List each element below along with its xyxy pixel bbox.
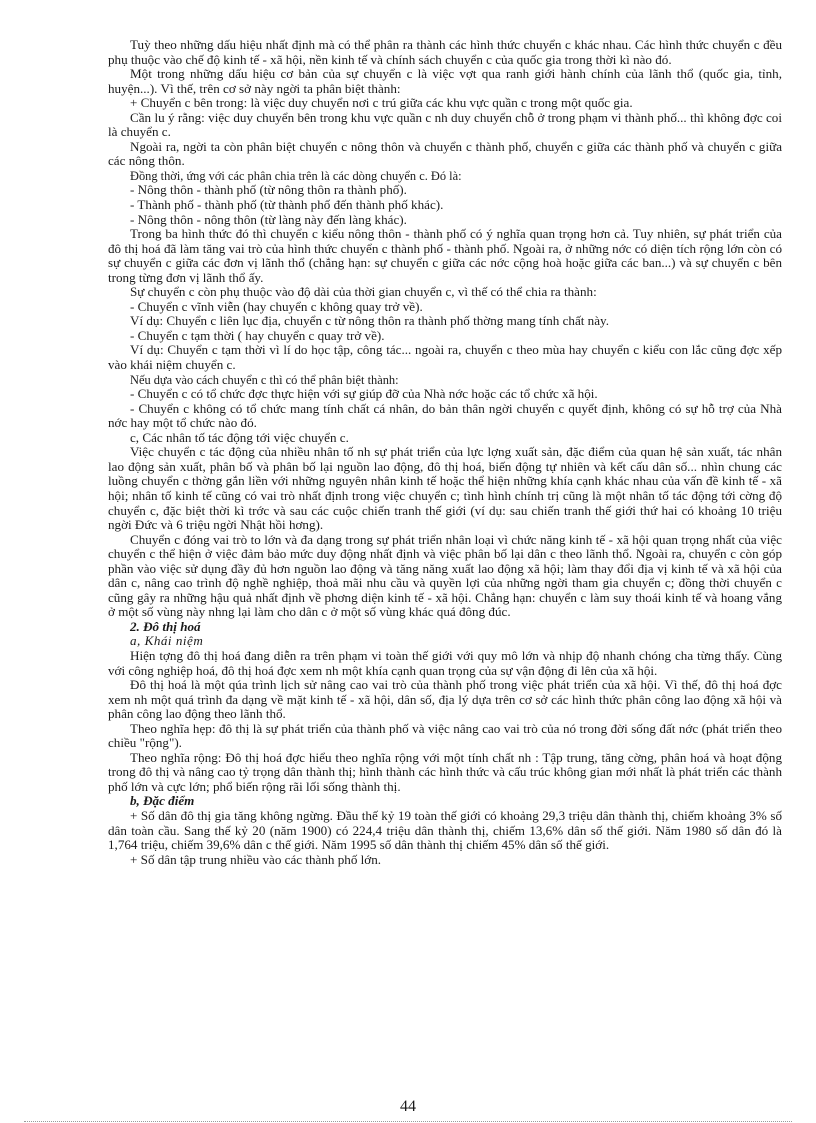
subsection-heading: b, Đặc điểm	[130, 793, 195, 809]
paragraph: Cần lu ý rằng: việc duy chuyển bên trong khu vực quần c nh duy chuyển chỗ ở trong phạm vi thành phố... thì không đợc coi là chuyển c.	[108, 109, 782, 140]
paragraph: - Chuyển c vĩnh viễn (hay chuyển c không quay trở về).	[130, 298, 423, 314]
paragraph: Trong ba hình thức đó thì chuyển c kiểu nông thôn - thành phố có ý nghĩa quan trọng hơn cả. Tuy nhiên, sự phát triển của đô thị hoá đã làm tăng vai trò của hình thức chuyển c thành phố - thành phố. Ngoài ra, ở những nớc có diện tích rộng lớn còn có sự chuyển c giữa các đơn vị lãnh thổ (chẳng hạn: sự chuyển c giữa các nớc cộng hoà hoặc giữa các ban...) và sự chuyển c bên trong từng đơn vị lãnh thổ ấy.	[108, 226, 782, 285]
paragraph: Ví dụ: Chuyển c tạm thời vì lí do học tập, công tác... ngoài ra, chuyển c theo mùa hay chuyển c kiểu con lắc cũng đợc xếp vào khái niệm chuyển c.	[108, 342, 782, 373]
paragraph: + Số dân tập trung nhiều vào các thành phố lớn.	[130, 851, 382, 867]
paragraph: Chuyển c đóng vai trò to lớn và đa dạng trong sự phát triển nhân loại vì chức năng kinh tế - xã hội quan trọng nhất của việc chuyển c thể hiện ở việc đảm bảo mức duy động nhất định và việc phân bố lại dân c theo lãnh thổ. Ngoài ra, chuyển c còn góp phần vào việc sử dụng đầy đủ hơn nguồn lao động và tăng năng xuất lao động xã hội; làm thay đổi địa vị kinh tế và xã hội của dân c, nâng cao trình độ nghề nghiệp, thoả mãi nhu cầu và quyền lợi của những ngời tham gia chuyển c; đồng thời chuyển c cũng gây ra những hậu quả nhất định về phơng diện kinh tế - xã hội. Chẳng hạn: chuyển c làm suy thoái kinh tế và hoang vắng ở một số vùng này nhng lại làm cho dân c ở một số vùng khác quá đông đúc.	[108, 531, 782, 620]
paragraph: Theo nghĩa hẹp: đô thị là sự phát triển của thành phố và việc nâng cao vai trò của nó trong đời sống đất nớc (phát triển theo chiều "rộng").	[108, 720, 782, 751]
paragraph: Đô thị hoá là một qúa trình lịch sử nâng cao vai trò của thành phố trong việc phát triển của xã hội. Vì thế, đô thị hoá đợc xem nh một quá trình đa dạng về mặt kinh tế - xã hội, dân số, địa lý dựa trên cơ sở các hình thức phân công lao động xã hội và phân công lao động theo lãnh thổ.	[108, 677, 782, 722]
paragraph: - Chuyển c không có tổ chức mang tính chất cá nhân, do bản thân ngời chuyển c quyết định, không có sự hỗ trợ của Nhà nớc hay một tổ chức nào đó.	[108, 400, 782, 431]
footer-dotted-rule	[24, 1121, 792, 1122]
paragraph: Tuỳ theo những dấu hiệu nhất định mà có thể phân ra thành các hình thức chuyển c khác nhau. Các hình thức chuyển c đều phụ thuộc vào chế độ kinh tế - xã hội, nền kinh tế và chính sách chuyển c của quốc gia trong thời kì nào đó.	[108, 37, 782, 67]
paragraph: - Chuyển c tạm thời ( hay chuyển c quay trở về).	[130, 327, 385, 343]
paragraph: Một trong những dấu hiệu cơ bản của sự chuyển c là việc vợt qua ranh giới hành chính của lãnh thổ (quốc gia, tỉnh, huyện...). Vì thế, trên cơ sở này ngời ta phân biệt thành:	[108, 66, 782, 96]
paragraph: Ngoài ra, ngời ta còn phân biệt chuyển c nông thôn và chuyển c thành phố, chuyển c giữa các thành phố và chuyển c giữa các nông thôn.	[108, 138, 782, 169]
page-body	[108, 38, 782, 867]
paragraph: - Nông thôn - thành phố (từ nông thôn ra thành phố).	[130, 182, 407, 198]
page-number: 44	[400, 1098, 416, 1115]
paragraph: - Chuyển c có tổ chức đợc thực hiện với sự giúp đỡ của Nhà nớc hoặc các tổ chức xã hội.	[130, 386, 598, 402]
section-heading: 2. Đô thị hoá	[130, 618, 201, 634]
paragraph: - Thành phố - thành phố (từ thành phố đến thành phố khác).	[130, 197, 444, 213]
paragraph: Đồng thời, ứng với các phân chia trên là các dòng chuyển c. Đó là:	[130, 168, 462, 183]
paragraph: Nếu dựa vào cách chuyển c thì có thể phân biệt thành:	[130, 372, 399, 387]
paragraph: Ví dụ: Chuyển c liên lục địa, chuyển c từ nông thôn ra thành phố thờng mang tính chất này.	[130, 313, 609, 329]
paragraph: Sự chuyển c còn phụ thuộc vào độ dài của thời gian chuyển c, vì thế có thể chia ra thành:	[130, 284, 597, 300]
paragraph: + Chuyển c bên trong: là việc duy chuyển nơi c trú giữa các khu vực quần c trong một quốc gia.	[130, 95, 633, 111]
paragraph: c, Các nhân tố tác động tới việc chuyển c.	[130, 429, 349, 445]
paragraph: Theo nghĩa rộng: Đô thị hoá đợc hiểu theo nghĩa rộng với một tính chất nh : Tập trung, tăng cờng, phân hoá và hoạt động trong đô thị và nâng cao tỷ trọng dân thành thị; hình thành các hình thức và cấu trúc không gian mới nhất là phát triển các thành phố lớn và cực lớn; phổ biến rộng rãi lối sống thành thị.	[108, 749, 782, 794]
paragraph: Hiện tợng đô thị hoá đang diễn ra trên phạm vi toàn thế giới với quy mô lớn và nhịp độ nhanh chóng cha từng thấy. Cùng với công nghiệp hoá, đô thị hoá đợc xem nh một khía cạnh quan trọng của sự vận động đi lên của xã hội.	[108, 647, 782, 678]
paragraph: - Nông thôn - nông thôn (từ làng này đến làng khác).	[130, 211, 407, 227]
subsection-heading: a, Khái niệm	[130, 633, 204, 649]
paragraph: + Số dân đô thị gia tăng không ngừng. Đầu thế kỷ 19 toàn thế giới có khoảng 29,3 triệu dân thành thị, chiếm khoảng 3% số dân toàn cầu. Sang thế kỷ 20 (năm 1900) có 224,4 triệu dân thành thị, chiếm 13,6% dân số thế giới. Năm 1980 số dân đó là 1,764 triệu, chiếm 39,6% dân c thế giới. Năm 1995 số dân thành thị chiếm 45% dân số thế giới.	[108, 807, 782, 853]
paragraph: Việc chuyển c tác động của nhiều nhân tố nh sự phát triển của lực lợng xuất sản, đặc điểm của quan hệ sản xuất, tác nhân lao động sản xuất, phân bố và phân bố lại nguồn lao động, đô thị hoá, biến động tự nhiên và kết cấu dân số... nhìn chung các luồng chuyển c thờng gắn liền với những nguyên nhân kinh tế hoặc thể hiện những khía cạnh khác nhau của vấn đề kinh tế - xã hội; nhân tố kinh tế cũng có vai trò nhất định trong việc chuyển c; tình hình chính trị cũng là một nhân tố tác động tới cờng độ chuyển c, đặc biệt thời kì trớc và sau các cuộc chiến tranh thế giới (ví dụ: sau chiến tranh thế giới thứ hai có khoảng 10 triệu ngời Đức và 6 triệu ngời Nhật hồi hơng).	[108, 444, 782, 533]
